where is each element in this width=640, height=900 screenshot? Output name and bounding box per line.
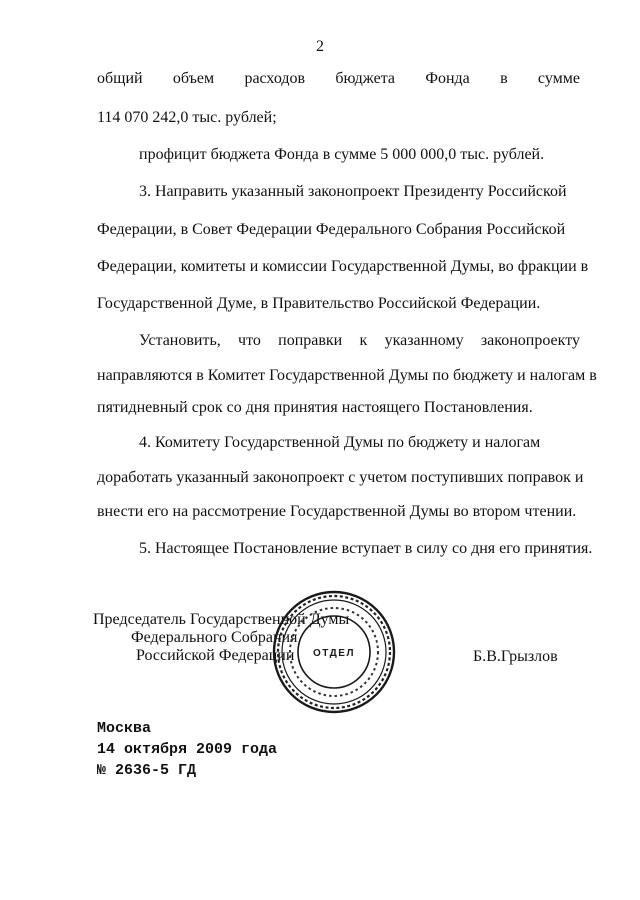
signatory-title-line: Федерального Собрания [131, 629, 298, 646]
text-line: Федерации, комитеты и комиссии Государственной Думы, во фракции в [97, 258, 589, 275]
text-line: 3. Направить указанный законопроект Президенту Российской [139, 183, 567, 200]
signatory-title-line: Российской Федерации [136, 647, 295, 664]
signatory-title-line: Председатель Государственной Думы [93, 611, 350, 628]
stamp-center-text: ОТДЕЛ [313, 648, 355, 659]
text-word: сумме [537, 70, 580, 87]
text-line: Государственной Думе, в Правительство Российской Федерации. [97, 295, 541, 312]
text-word: Установить, [139, 332, 221, 349]
text-word: в [500, 70, 508, 87]
text-line: 114 070 242,0 тыс. рублей; [97, 109, 277, 126]
text-word: Фонда [425, 70, 470, 87]
text-word: бюджета [335, 70, 396, 87]
page-number: 2 [316, 38, 324, 55]
text-line: 4. Комитету Государственной Думы по бюджету и налогам [139, 434, 541, 451]
text-line: доработать указанный законопроект с учетом поступивших поправок и [97, 469, 584, 486]
official-seal-stamp [270, 588, 398, 716]
text-word: законопроекту [480, 332, 580, 349]
text-line: направляются в Комитет Государственной Думы по бюджету и налогам в [97, 367, 597, 384]
text-word: к [359, 332, 368, 349]
text-word: расходов [244, 70, 306, 87]
text-word: общий [97, 70, 143, 87]
text-word: что [238, 332, 261, 349]
footer-city: Москва [97, 720, 152, 737]
text-word: поправки [278, 332, 343, 349]
footer-date: 14 октября 2009 года [97, 741, 278, 758]
text-line: пятидневный срок со дня принятия настоящего Постановления. [97, 399, 533, 416]
text-line-justified [139, 331, 580, 351]
signatory-name: Б.В.Грызлов [473, 648, 558, 665]
text-line: Федерации, в Совет Федерации Федерального Собрания Российской [97, 221, 566, 238]
text-line: профицит бюджета Фонда в сумме 5 000 000,0 тыс. рублей. [139, 146, 545, 163]
text-line: внести его на рассмотрение Государственной Думы во втором чтении. [97, 503, 577, 520]
text-line: 5. Настоящее Постановление вступает в силу со дня его принятия. [139, 540, 593, 557]
text-word: объем [172, 70, 215, 87]
footer-number: № 2636-5 ГД [97, 762, 197, 779]
text-line-justified [97, 69, 580, 89]
text-word: указанному [384, 332, 464, 349]
